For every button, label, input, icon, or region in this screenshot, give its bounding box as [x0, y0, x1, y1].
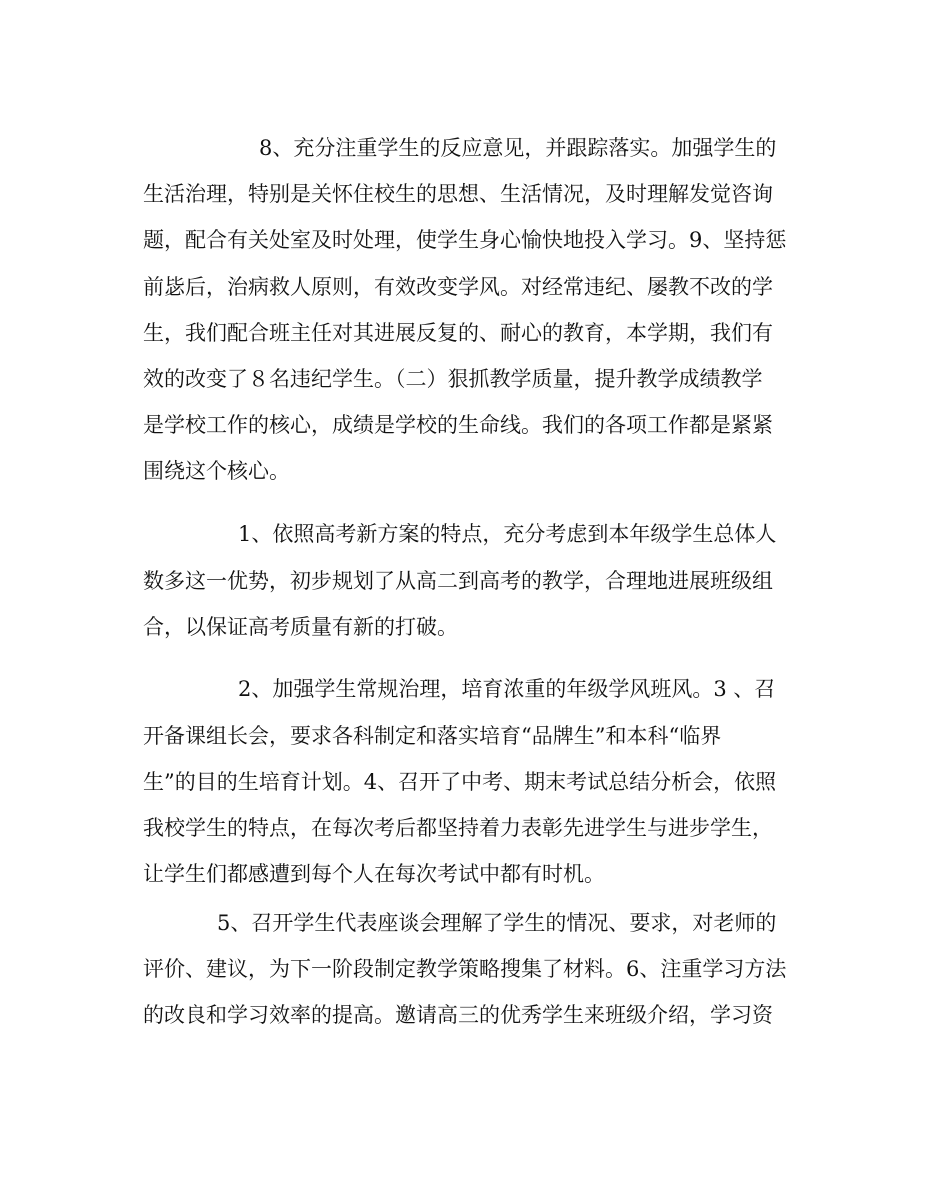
paragraph-line: 5、召开学生代表座谈会理解了学生的情况、要求，对老师的: [217, 911, 777, 935]
paragraph-line: 生”的目的生培育计划。4、召开了中考、期末考试总结分析会，依照: [143, 770, 777, 794]
paragraph-line: 合，以保证高考质量有新的打破。: [143, 615, 458, 639]
paragraph-line: 我校学生的特点，在每次考后都坚持着力表彰先进学生与进步学生，: [143, 816, 773, 840]
paragraph-line: 生，我们配合班主任对其进展反复的、耐心的教育，本学期，我们有: [143, 321, 773, 345]
paragraph-line: 让学生们都感遭到每个人在每次考试中都有时机。: [143, 862, 605, 886]
paragraph-line: 评价、建议，为下一阶段制定教学策略搜集了材料。6、注重学习方法: [143, 957, 787, 981]
paragraph-line: 8、充分注重学生的反应意见，并跟踪落实。加强学生的: [259, 136, 777, 160]
paragraph-line: 题，配合有关处室及时处理，使学生身心愉快地投入学习。9、坚持惩: [143, 228, 787, 252]
paragraph-line: 1、依照高考新方案的特点，充分考虑到本年级学生总体人: [238, 522, 777, 546]
paragraph-line: 是学校工作的核心，成绩是学校的生命线。我们的各项工作都是紧紧: [143, 413, 773, 437]
paragraph-line: 数多这一优势，初步规划了从高二到高考的教学，合理地进展班级组: [143, 569, 773, 593]
paragraph-line: 的改良和学习效率的提高。邀请高三的优秀学生来班级介绍，学习资: [143, 1003, 773, 1027]
paragraph-line: 效的改变了８名违纪学生。（二）狠抓教学质量，提升教学成绩教学: [143, 367, 763, 391]
paragraph-line: 围绕这个核心。: [143, 459, 290, 483]
paragraph-line: 前毖后，治病救人原则，有效改变学风。对经常违纪、屡教不改的学: [143, 275, 773, 299]
paragraph-line: 2、加强学生常规治理，培育浓重的年级学风班风。3 、召: [238, 677, 776, 701]
paragraph-line: 生活治理，特别是关怀住校生的思想、生活情况，及时理解发觉咨询: [143, 182, 773, 206]
paragraph-line: 开备课组长会，要求各科制定和落实培育“品牌生”和本科“临界: [143, 724, 722, 748]
